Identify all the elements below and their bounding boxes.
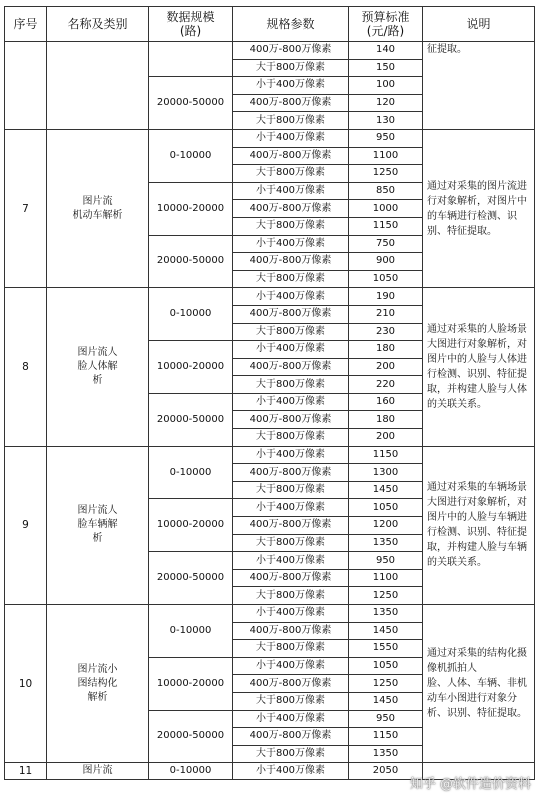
budget-cell: 1150 <box>349 728 423 746</box>
scale-cell: 20000-50000 <box>149 235 233 288</box>
name-cell: 图片流小 图结构化 解析 <box>47 605 149 763</box>
spec-cell: 大于800万像素 <box>233 429 349 447</box>
budget-cell: 180 <box>349 411 423 429</box>
spec-cell: 小于400万像素 <box>233 393 349 411</box>
budget-cell: 210 <box>349 305 423 323</box>
spec-cell: 400万-800万像素 <box>233 411 349 429</box>
scale-cell: 10000-20000 <box>149 499 233 552</box>
spec-cell: 大于800万像素 <box>233 112 349 130</box>
header-index: 序号 <box>5 7 47 42</box>
budget-table <box>4 6 535 780</box>
budget-cell: 100 <box>349 77 423 95</box>
budget-cell: 1300 <box>349 464 423 482</box>
name-cell: 图片流 机动车解析 <box>47 129 149 287</box>
header-name: 名称及类别 <box>47 7 149 42</box>
scale-cell: 0-10000 <box>149 605 233 658</box>
spec-cell: 400万-800万像素 <box>233 569 349 587</box>
scale-cell: 0-10000 <box>149 288 233 341</box>
budget-cell: 900 <box>349 253 423 271</box>
spec-cell: 大于800万像素 <box>233 481 349 499</box>
spec-cell: 大于800万像素 <box>233 692 349 710</box>
spec-cell: 小于400万像素 <box>233 605 349 623</box>
budget-cell: 120 <box>349 94 423 112</box>
spec-cell: 小于400万像素 <box>233 182 349 200</box>
budget-cell: 2050 <box>349 763 423 780</box>
name-cell: 图片流人 脸人体解 析 <box>47 288 149 446</box>
spec-cell: 小于400万像素 <box>233 763 349 780</box>
spec-cell: 400万-800万像素 <box>233 42 349 60</box>
budget-cell: 1250 <box>349 587 423 605</box>
index-cell: 9 <box>5 446 47 604</box>
spec-cell: 400万-800万像素 <box>233 305 349 323</box>
index-cell: 11 <box>5 763 47 780</box>
spec-cell: 400万-800万像素 <box>233 94 349 112</box>
spec-cell: 小于400万像素 <box>233 129 349 147</box>
spec-cell: 大于800万像素 <box>233 587 349 605</box>
spec-cell: 小于400万像素 <box>233 341 349 359</box>
spec-cell: 大于800万像素 <box>233 376 349 394</box>
budget-cell: 1450 <box>349 481 423 499</box>
spec-cell: 小于400万像素 <box>233 235 349 253</box>
desc-cell: 通过对采集的结构化摄像机抓拍人 脸、人体、车辆、非机动车小图进行对象分析、识别、特征提取。 <box>423 605 535 763</box>
spec-cell: 大于800万像素 <box>233 270 349 288</box>
index-cell: 7 <box>5 129 47 287</box>
spec-cell: 小于400万像素 <box>233 499 349 517</box>
budget-cell: 950 <box>349 129 423 147</box>
budget-cell: 230 <box>349 323 423 341</box>
budget-cell: 200 <box>349 429 423 447</box>
scale-cell <box>149 42 233 77</box>
index-cell: 10 <box>5 605 47 763</box>
budget-cell: 1350 <box>349 745 423 763</box>
spec-cell: 大于800万像素 <box>233 165 349 183</box>
scale-cell: 0-10000 <box>149 763 233 780</box>
budget-cell: 190 <box>349 288 423 306</box>
index-cell <box>5 42 47 130</box>
budget-cell: 1050 <box>349 657 423 675</box>
spec-cell: 小于400万像素 <box>233 446 349 464</box>
budget-cell: 1100 <box>349 569 423 587</box>
budget-cell: 850 <box>349 182 423 200</box>
header-row <box>5 7 535 42</box>
index-cell: 8 <box>5 288 47 446</box>
table-row <box>5 446 535 464</box>
budget-cell: 1000 <box>349 200 423 218</box>
budget-cell: 1100 <box>349 147 423 165</box>
spec-cell: 400万-800万像素 <box>233 358 349 376</box>
table-row <box>5 288 535 306</box>
budget-cell: 1350 <box>349 534 423 552</box>
spec-cell: 小于400万像素 <box>233 77 349 95</box>
scale-cell: 20000-50000 <box>149 710 233 763</box>
name-cell: 图片流人 脸车辆解 析 <box>47 446 149 604</box>
budget-cell: 1350 <box>349 605 423 623</box>
budget-cell: 150 <box>349 59 423 77</box>
budget-cell: 750 <box>349 235 423 253</box>
scale-cell: 10000-20000 <box>149 182 233 235</box>
budget-cell: 1150 <box>349 446 423 464</box>
desc-cell: 通过对采集的车辆场景大图进行对象解析，对图片中的人脸与车辆进行检测、识别、特征提取，并构建人脸与车辆的关联关系。 <box>423 446 535 604</box>
header-desc: 说明 <box>423 7 535 42</box>
spec-cell: 400万-800万像素 <box>233 200 349 218</box>
scale-cell: 20000-50000 <box>149 77 233 130</box>
scale-cell: 20000-50000 <box>149 552 233 605</box>
name-cell <box>47 42 149 130</box>
budget-cell: 1250 <box>349 675 423 693</box>
budget-cell: 160 <box>349 393 423 411</box>
desc-cell: 通过对采集的图片流进行对象解析，对图片中的车辆进行检测、识别、特征提取。 <box>423 129 535 287</box>
budget-cell: 1150 <box>349 217 423 235</box>
spec-cell: 400万-800万像素 <box>233 517 349 535</box>
table-row <box>5 129 535 147</box>
budget-cell: 130 <box>349 112 423 130</box>
budget-cell: 950 <box>349 710 423 728</box>
scale-cell: 0-10000 <box>149 446 233 499</box>
name-cell: 图片流 <box>47 763 149 780</box>
spec-cell: 小于400万像素 <box>233 288 349 306</box>
table-row <box>5 42 535 60</box>
spec-cell: 大于800万像素 <box>233 534 349 552</box>
spec-cell: 大于800万像素 <box>233 640 349 658</box>
header-budget: 预算标准 (元/路) <box>349 7 423 42</box>
spec-cell: 小于400万像素 <box>233 710 349 728</box>
spec-cell: 大于800万像素 <box>233 217 349 235</box>
budget-cell: 1550 <box>349 640 423 658</box>
desc-cell: 通过对采集的人脸场景大图进行对象解析，对图片中的人脸与人体进行检测、识别、特征提取，并构建人脸与人体的关联关系。 <box>423 288 535 446</box>
spec-cell: 大于800万像素 <box>233 59 349 77</box>
header-scale: 数据规模 (路) <box>149 7 233 42</box>
header-spec: 规格参数 <box>233 7 349 42</box>
spec-cell: 大于800万像素 <box>233 745 349 763</box>
watermark: 知乎 @软件造价资料 <box>409 777 531 792</box>
spec-cell: 小于400万像素 <box>233 552 349 570</box>
scale-cell: 10000-20000 <box>149 657 233 710</box>
spec-cell: 大于800万像素 <box>233 323 349 341</box>
scale-cell: 10000-20000 <box>149 341 233 394</box>
spec-cell: 400万-800万像素 <box>233 675 349 693</box>
spec-cell: 小于400万像素 <box>233 657 349 675</box>
scale-cell: 20000-50000 <box>149 393 233 446</box>
spec-cell: 400万-800万像素 <box>233 728 349 746</box>
budget-cell: 1050 <box>349 270 423 288</box>
spec-cell: 400万-800万像素 <box>233 464 349 482</box>
budget-cell: 220 <box>349 376 423 394</box>
budget-cell: 1050 <box>349 499 423 517</box>
spec-cell: 400万-800万像素 <box>233 147 349 165</box>
budget-cell: 1450 <box>349 622 423 640</box>
table-row <box>5 605 535 623</box>
budget-cell: 1200 <box>349 517 423 535</box>
budget-cell: 1250 <box>349 165 423 183</box>
spec-cell: 400万-800万像素 <box>233 622 349 640</box>
budget-cell: 180 <box>349 341 423 359</box>
spec-cell: 400万-800万像素 <box>233 253 349 271</box>
budget-cell: 140 <box>349 42 423 60</box>
scale-cell: 0-10000 <box>149 129 233 182</box>
budget-cell: 950 <box>349 552 423 570</box>
desc-cell: 征提取。 <box>423 42 535 130</box>
budget-cell: 200 <box>349 358 423 376</box>
budget-cell: 1450 <box>349 692 423 710</box>
